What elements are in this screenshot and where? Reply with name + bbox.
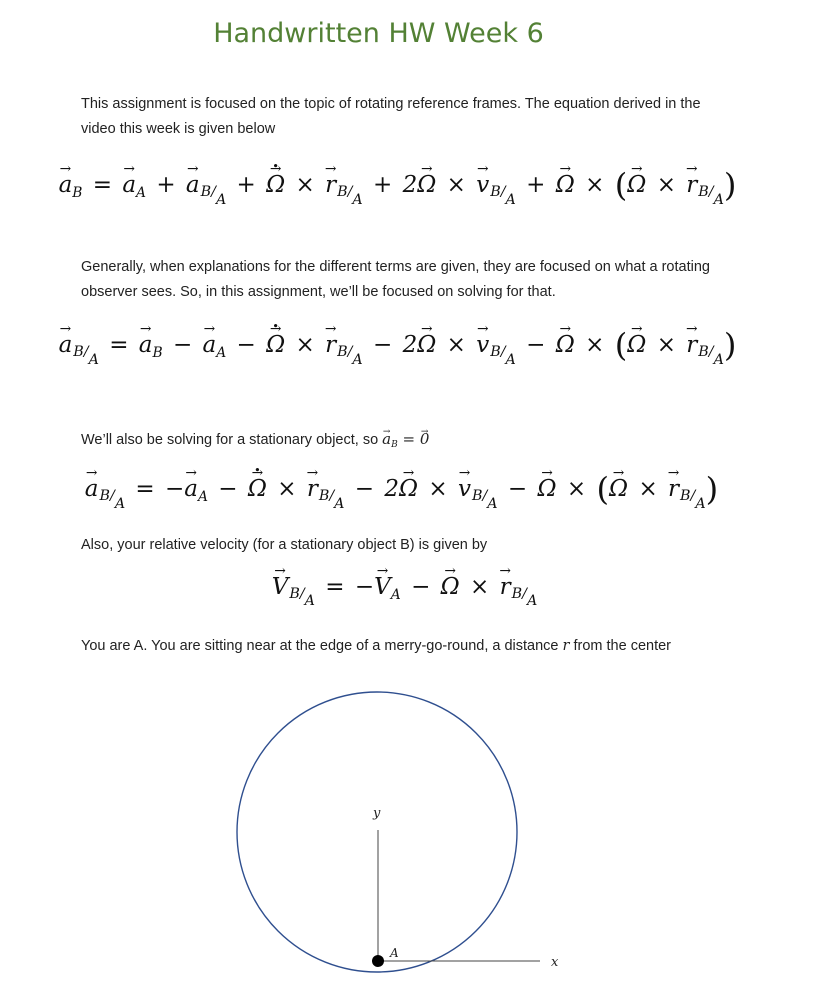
intro-paragraph: This assignment is focused on the topic of rotating reference frames. The equation derived in the video this week is given below (81, 96, 701, 137)
point-a-label: A (390, 946, 399, 960)
equation-stationary-acceleration: → aB/A = −→ $a_A$ − → Ω • × → rB/A − 2→ Ω × → vB/A − → Ω × (→ Ω × → rB/A) (0, 470, 813, 512)
merry-go-round-diagram (0, 660, 823, 984)
equation-relative-acceleration: → aB/A = → $a_B$ − → $a_A$ − → Ω • × → rB/A − 2→ Ω × → vB/A − → Ω × (→ Ω × → rB/A) (0, 326, 809, 368)
explanation-paragraph: Generally, when explanations for the different terms are given, they are focused on what a rotating observer sees. So, in this assignment, we’ll be focused on solving for that. (81, 259, 710, 300)
velocity-paragraph: Also, your relative velocity (for a stationary object B) is given by (81, 537, 488, 553)
page-title: Handwritten HW Week 6 (213, 18, 544, 49)
y-axis-label: y (373, 806, 381, 821)
stationary-paragraph: We’ll also be solving for a stationary object, so → $a_B$ = → 0 (81, 427, 721, 458)
equation-acceleration-general: → $a_B$ = → $a_A$ + → aB/A + → Ω • × → rB/A + 2→ Ω × → vB/A + → Ω × (→ Ω × → rB/A) (0, 166, 809, 208)
point-a-marker (372, 955, 384, 967)
merry-go-round-circle (237, 692, 517, 972)
merry-go-round-paragraph: You are A. You are sitting near at the edge of a merry-go-round, a distance r from the center (81, 638, 671, 654)
equation-relative-velocity: → VB/A = −→ $V_A$ − → Ω × → rB/A (0, 574, 816, 609)
x-axis-label: x (551, 955, 559, 970)
